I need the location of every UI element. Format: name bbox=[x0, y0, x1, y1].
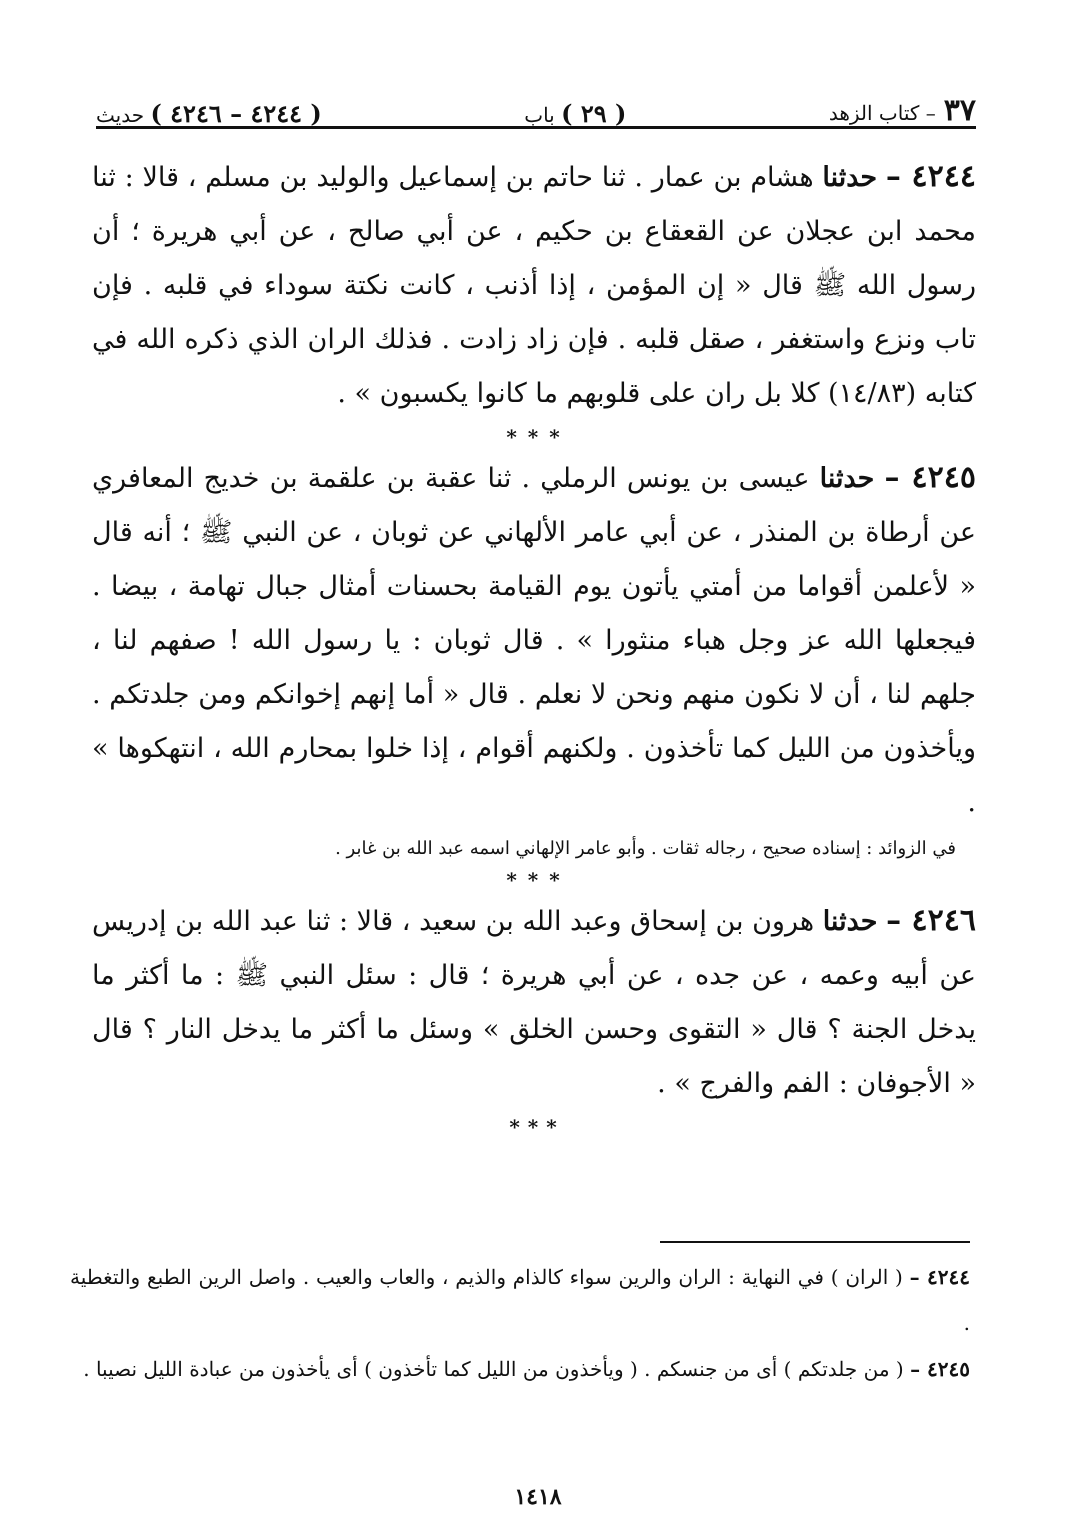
footnote-number: ٤٢٤٥ – bbox=[910, 1357, 970, 1381]
hadith-text: هشام بن عمار . ثنا حاتم بن إسماعيل والوليد بن مسلم ، قالا : ثنا محمد ابن عجلان عن القعقاع بن حكيم ، عن أبي صالح ، عن أبي هريرة ؛ أن رسول الله ﷺ قال « إن المؤمن ، إذا أذنب ، كانت نكتة سوداء في قلبه . فإن تاب ونزع واستغفر ، صقل قلبه . فإن زاد زادت . فذلك الران الذي ذكره الله في كتابه (١٤/٨٣) كلا بل ران على قلوبهم ما كانوا يكسبون » . bbox=[92, 162, 976, 409]
header-chapter-label: باب bbox=[524, 103, 555, 127]
footnote-divider bbox=[660, 1241, 970, 1243]
header-divider bbox=[96, 126, 976, 129]
hadith-opener: حدثنا bbox=[822, 906, 878, 937]
hadith-4245 bbox=[92, 451, 976, 830]
header-book-title: – كتاب الزهد bbox=[828, 101, 936, 125]
footnote-text: ( الران ) في النهاية : الران والرين سواء كالذام والذيم ، والعاب والعيب . واصل الرين الطبع والتغطية . bbox=[70, 1265, 970, 1335]
hadith-opener: حدثنا bbox=[822, 162, 878, 193]
folio-number: ١٤١٨ bbox=[514, 1484, 562, 1510]
header-chapter bbox=[524, 99, 626, 128]
section-separator: * * * bbox=[506, 425, 562, 449]
header-chapter-number: ( ٢٩ ) bbox=[561, 99, 627, 128]
hadith-number: ٤٢٤٥ – bbox=[884, 460, 976, 495]
running-header bbox=[96, 78, 976, 128]
header-book-info bbox=[829, 93, 976, 128]
header-page-number: ٣٧ bbox=[943, 93, 976, 128]
hadith-number: ٤٢٤٦ – bbox=[886, 903, 976, 938]
section-separator: * * * bbox=[506, 868, 562, 892]
hadith-number: ٤٢٤٤ – bbox=[885, 159, 976, 194]
footnote-4244 bbox=[70, 1254, 970, 1346]
header-range-numbers: ( ٤٢٤٤ – ٤٢٤٦ ) bbox=[150, 99, 322, 128]
zawaid-note: في الزوائد : إسناده صحيح ، رجاله ثقات . وأبو عامر الإلهاني اسمه عبد الله بن غابر . bbox=[335, 838, 956, 859]
footnote-4245 bbox=[70, 1346, 970, 1392]
footnotes bbox=[70, 1254, 970, 1392]
hadith-opener: حدثنا bbox=[819, 463, 875, 494]
end-ornament: * * * bbox=[509, 1115, 559, 1139]
header-range-label: حديث bbox=[96, 103, 145, 127]
main-text bbox=[92, 150, 976, 1141]
hadith-4244 bbox=[92, 150, 976, 421]
hadith-text: هرون بن إسحاق وعبد الله بن سعيد ، قالا : ثنا عبد الله بن إدريس عن أبيه وعمه ، عن جده ، عن أبي هريرة ؛ قال : سئل النبي ﷺ : ما أكثر ما يدخل الجنة ؟ قال « التقوى وحسن الخلق » وسئل ما أكثر ما يدخل النار ؟ قال « الأجوفان : الفم والفرج » . bbox=[92, 906, 976, 1099]
footnote-number: ٤٢٤٤ – bbox=[909, 1265, 970, 1289]
header-hadith-range bbox=[96, 99, 322, 128]
footnote-text: ( من جلدتكم ) أى من جنسكم . ( ويأخذون من الليل كما تأخذون ) أى يأخذون من عبادة الليل نصيبا . bbox=[83, 1357, 904, 1381]
hadith-text: عيسى بن يونس الرملي . ثنا عقبة بن علقمة بن خديج المعافري عن أرطاة بن المنذر ، عن أبي عامر الألهاني عن ثوبان ، عن النبي ﷺ ؛ أنه قال « لأعلمن أقواما من أمتي يأتون يوم القيامة بحسنات أمثال جبال تهامة ، بيضا . فيجعلها الله عز وجل هباء منثورا » . قال ثوبان : يا رسول الله ! صفهم لنا ، جلهم لنا ، أن لا نكون منهم ونحن لا نعلم . قال « أما إنهم إخوانكم ومن جلدتكم . ويأخذون من الليل كما تأخذون . ولكنهم أقوام ، إذا خلوا بمحارم الله ، انتهكوها » . bbox=[92, 463, 976, 818]
hadith-4246 bbox=[92, 894, 976, 1111]
